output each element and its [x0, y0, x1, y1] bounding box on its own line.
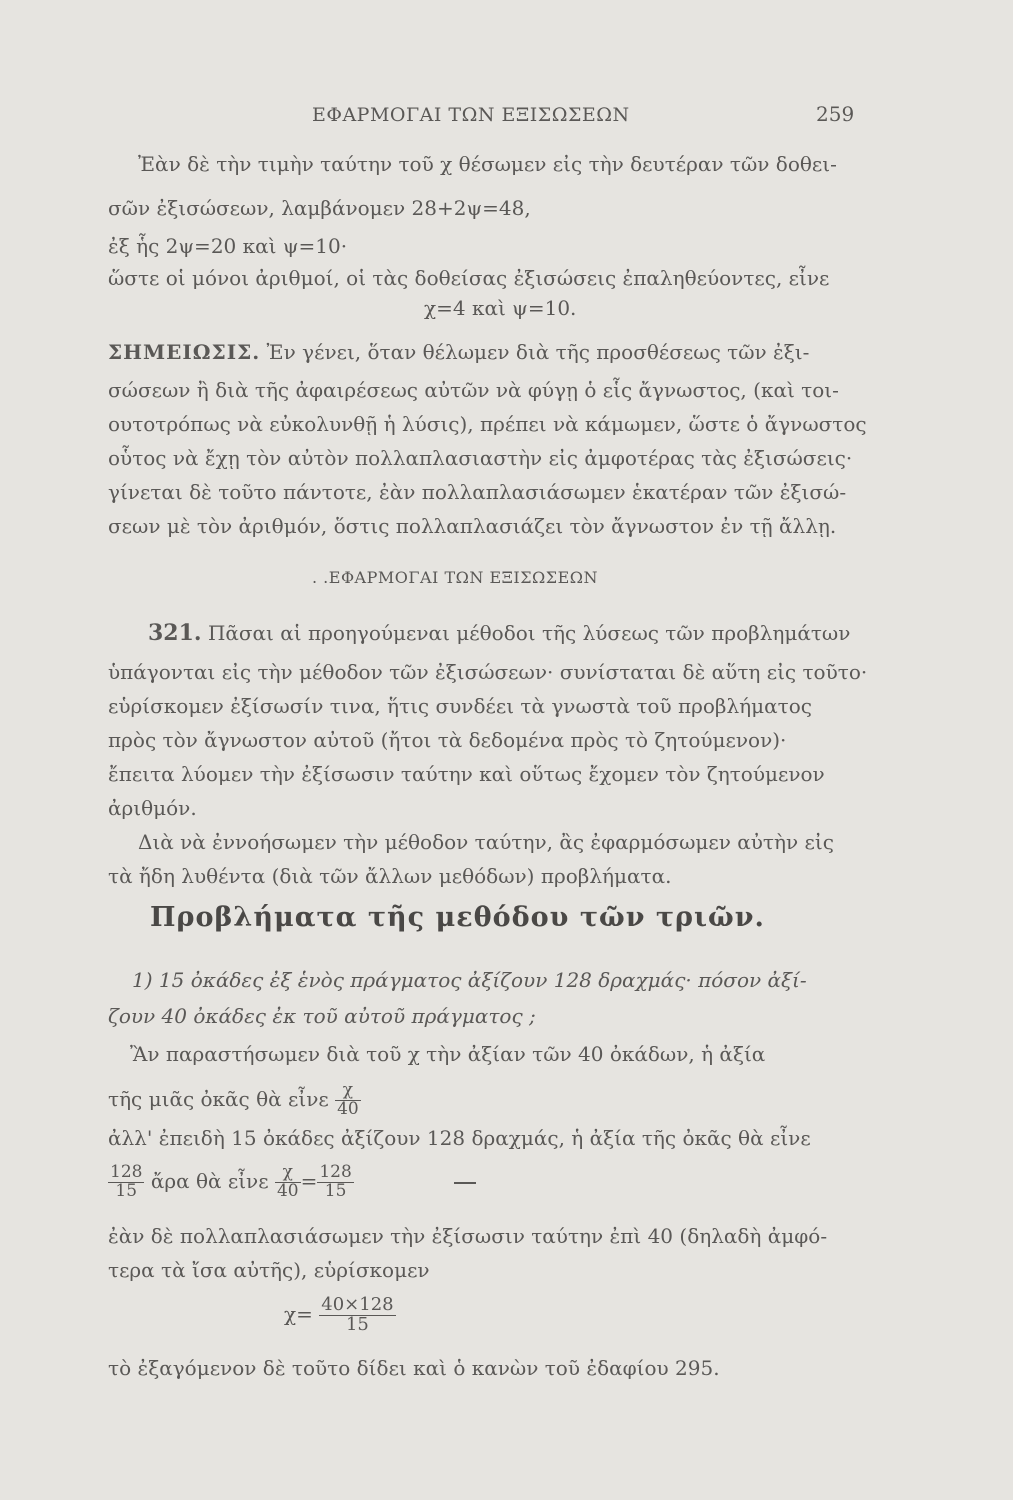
fraction-numerator: 40×128	[321, 1294, 394, 1315]
fraction-numerator: 128	[110, 1162, 143, 1182]
note-line: σώσεων ἢ διὰ τῆς ἀφαιρέσεως αὐτῶν νὰ φύγῃ ὁ εἷς ἄγνωστος, (καὶ τοι-	[108, 378, 839, 402]
solution-text: ἄρα θὰ εἶνε	[150, 1168, 269, 1193]
equation-line: χ=4 καὶ ψ=10.	[424, 296, 577, 320]
running-header: ΕΦΑΡΜΟΓΑΙ ΤΩΝ ΕΞΙΣΩΣΕΩΝ	[312, 104, 630, 126]
problem-line: 1) 15 ὀκάδες ἐξ ἑνὸς πράγματος ἀξίζουν 128 δραχμάς· πόσον ἀξί-	[132, 968, 807, 992]
page-number: 259	[816, 102, 855, 126]
section-line: ἀριθμόν.	[108, 796, 197, 820]
solution-line-equation	[108, 1164, 354, 1201]
note-line: Ἐν γένει, ὅταν θέλωμεν διὰ τῆς προσθέσεως τῶν ἐξι-	[266, 340, 810, 364]
text-line: ὥστε οἱ μόνοι ἀριθμοί, οἱ τὰς δοθείσας ἐξισώσεις ἐπαληθεύοντες, εἶνε	[108, 266, 830, 290]
problem-line: ζουν 40 ὀκάδες ἐκ τοῦ αὐτοῦ πράγματος ;	[108, 1004, 536, 1028]
solution-line-fraction	[108, 1082, 361, 1119]
note-line: σεων μὲ τὸν ἀριθμόν, ὅστις πολλαπλασιάζει τὸν ἄγνωστον ἐν τῇ ἄλλῃ.	[108, 514, 837, 538]
fraction-numerator: 128	[319, 1162, 352, 1182]
note-line: οὗτος νὰ ἔχῃ τὸν αὐτὸν πολλαπλασιαστὴν εἰς ἀμφοτέρας τὰς ἐξισώσεις·	[108, 446, 853, 470]
solution-line: ἐὰν δὲ πολλαπλασιάσωμεν τὴν ἐξίσωσιν ταύτην ἐπὶ 40 (δηλαδὴ ἀμφό-	[108, 1224, 828, 1248]
solution-line: τὸ ἐξαγόμενον δὲ τοῦτο δίδει καὶ ὁ κανὼν τοῦ ἐδαφίου 295.	[108, 1356, 720, 1380]
result-equation	[284, 1296, 396, 1335]
section-line: ἔπειτα λύομεν τὴν ἐξίσωσιν ταύτην καὶ οὕτως ἔχομεν τὸν ζητούμενον	[108, 762, 825, 786]
solution-text: τῆς μιᾶς ὀκᾶς θὰ εἶνε	[108, 1086, 329, 1111]
fraction-denominator: 15	[115, 1180, 138, 1201]
section-line: Διὰ νὰ ἐννοήσωμεν τὴν μέθοδον ταύτην, ἂς ἐφαρμόσωμεν αὐτὴν εἰς	[138, 830, 834, 854]
fraction	[317, 1164, 353, 1201]
fraction-denominator: 15	[324, 1180, 347, 1201]
fraction-denominator: 15	[345, 1313, 369, 1335]
section-number: 321.	[148, 620, 202, 646]
note-label: ΣΗΜΕΙΩΣΙΣ.	[108, 340, 261, 364]
solution-line: ἀλλ' ἐπειδὴ 15 ὀκάδες ἀξίζουν 128 δραχμάς, ἡ ἀξία τῆς ὀκᾶς θὰ εἶνε	[108, 1126, 811, 1150]
dash-mark	[454, 1182, 476, 1184]
fraction-numerator: χ	[335, 1082, 361, 1101]
text-line: ἐξ ἧς 2ψ=20 καὶ ψ=10·	[108, 234, 348, 258]
section-title: . .ΕΦΑΡΜΟΓΑΙ ΤΩΝ ΕΞΙΣΩΣΕΩΝ	[312, 568, 599, 587]
section-line: πρὸς τὸν ἄγνωστον αὐτοῦ (ἤτοι τὰ δεδομένα πρὸς τὸ ζητούμενον)·	[108, 728, 787, 752]
section-line: ὑπάγονται εἰς τὴν μέθοδον τῶν ἐξισώσεων· συνίσταται δὲ αὕτη εἰς τοῦτο·	[108, 660, 868, 684]
note-line: ουτοτρόπως νὰ εὐκολυνθῇ ἡ λύσις), πρέπει νὰ κάμωμεν, ὥστε ὁ ἄγνωστος	[108, 412, 867, 436]
problems-heading: Προβλήματα τῆς μεθόδου τῶν τριῶν.	[150, 902, 765, 933]
solution-line: Ἂν παραστήσωμεν διὰ τοῦ χ τὴν ἀξίαν τῶν 40 ὀκάδων, ἡ ἀξία	[130, 1042, 766, 1066]
fraction-numerator: χ	[275, 1164, 301, 1183]
text-line: Ἐὰν δὲ τὴν τιμὴν ταύτην τοῦ χ θέσωμεν εἰς τὴν δευτέραν τῶν δοθει-	[138, 152, 837, 176]
note-line: γίνεται δὲ τοῦτο πάντοτε, ἐὰν πολλαπλασιάσωμεν ἑκατέραν τῶν ἐξισώ-	[108, 480, 847, 504]
equals-sign: =	[300, 1168, 318, 1193]
fraction	[275, 1164, 301, 1201]
section-line: Πᾶσαι αἱ προηγούμεναι μέθοδοι τῆς λύσεως τῶν προβλημάτων	[207, 621, 851, 645]
fraction	[335, 1082, 361, 1119]
section-line: εὑρίσκομεν ἐξίσωσίν τινα, ἥτις συνδέει τὰ γνωστὰ τοῦ προβλήματος	[108, 694, 812, 718]
section-first-line	[148, 620, 850, 646]
fraction-denominator: 40	[276, 1180, 299, 1201]
solution-line: τερα τὰ ἴσα αὐτῆς), εὑρίσκομεν	[108, 1258, 430, 1282]
fraction	[319, 1296, 395, 1335]
section-line: τὰ ἤδη λυθέντα (διὰ τῶν ἄλλων μεθόδων) προβλήματα.	[108, 864, 672, 888]
fraction	[108, 1164, 144, 1201]
fraction-denominator: 40	[337, 1098, 359, 1119]
text-line: σῶν ἐξισώσεων, λαμβάνομεν 28+2ψ=48,	[108, 196, 531, 220]
result-lhs: χ=	[284, 1301, 313, 1326]
note-first-line	[108, 340, 809, 364]
